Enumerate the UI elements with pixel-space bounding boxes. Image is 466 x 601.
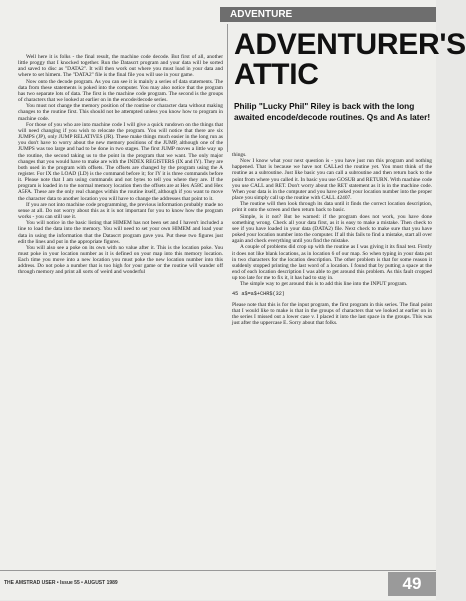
footer-publication-line: THE AMSTRAD USER • Issue 55 • AUGUST 1989: [4, 580, 118, 586]
body-paragraph: Please note that this is for the input program, the first program in this series. The final point that I would like to make is that in the groups of characters that we looked at earlier on in the series I missed out a lower case v. I placed it into the last space in the groups. This was just after the uppercase E. Sorry about that folks.: [232, 301, 432, 327]
page-number-box: 49: [388, 572, 436, 596]
column-divider: [227, 24, 228, 152]
body-paragraph: The simple way to get around this is to add this line into the INPUT program.: [240, 281, 408, 288]
body-paragraph: Now I know what your next question is - you have just run this program and nothing happened. That is because we have not CALLed the routine yet. You must think of the routine as a subroutine. Just like basic you can call a subroutine and then return back to the point from where you called it. In basic you use GOSUB and RETURN. With machine code you use CALL and RET. Don't worry about the RET statement as it is in the machine code. When your data is in the computer and you have poked your location number into the proper place you simply call up the routine with CALL 42407.: [232, 158, 432, 202]
body-paragraph: You will also see a poke on its own with no value after it. This is the location poke. You must poke in your location number as it is defined on your map into this memory location. Each time you move into a new location you must poke the new location number into this address. Do not poke a number that is too high for your game or the routine will wander off through memory and print all sorts of weird and wonderful: [18, 244, 223, 276]
body-paragraph: If you are not into machine code programming, the previous information probably made no sense at all. Do not worry about this as it is not important for you to know how the program works - you can still use it.: [18, 201, 224, 221]
body-paragraph: You must not change the memory position of the routine or character data without making changes to the routine first. This should not be attempted unless you know how to program in machine code.: [18, 103, 223, 122]
article-headline: [234, 28, 466, 91]
code-listing-line: 45 a$=a$+CHR$(32): [232, 291, 285, 298]
headline-line-1: ADVENTURER'S: [234, 28, 466, 61]
body-paragraph: For those of you who are into machine code I will give a quick rundown on the things that will need changing if you wish to relocate the program. You will notice that there are six JUMPS (JP), only JUMP RELATIVES (JR). These make things much easier in the long run as you don't have to worry about the new memory positions of the JUMP, although one of the JUMPS was too large and had to be done in two stages. The first JUMP moves a little way up the routine, the second taking us to the point in the program that we want. The only major changes that you would have to make are with the INDEX REGISTERS (IX and IY). They are both used in the program with offsets. The offsets are changed by the program using the A register. For IX the LOAD (LD) is the command before it; for IY it is three commands before it. Please note that I am using commands and not bytes to tell you where they are. If the program is loaded in to the normal memory location then the offsets are at Hex A58C and Hex A5FA. These are the only real changes within the routine itself, although if you want to move the character data to another location you will have to change the addresses that point to it.: [18, 121, 223, 202]
body-paragraph: Now onto the decode program. As you can see it is mainly a series of data statements. The data from these statements is poked into the computer. You may also notice that the program has two separate lots of data. The first is the machine code program. The second is the groups of characters that we looked at earlier on in the encode/decode series.: [18, 78, 223, 104]
body-paragraph: You will notice in the basic listing that HIMEM has not been set and I haven't included a line to load the data into the memory. You will need to set your own HIMEM and load your data in using the information that the Datascrt program gave you. Put these two figures just edit the lines and put in the appropriate figures.: [18, 220, 223, 245]
left-text-column: [18, 54, 223, 556]
section-tab: ADVENTURE: [220, 7, 436, 22]
body-paragraph: Simple, is it not? But be warned: if the program does not work, you have done something wrong. Check all your data first, as it is easy to make a mistake. Then check to see if you have loaded in your data (DATA2) file. Next check to make sure that you have poked your location number into the computer. If all this fails to find a mistake, start all over again and check everything until you find the mistake.: [232, 213, 432, 245]
body-paragraph: things.: [232, 152, 247, 158]
body-paragraph: The routine will then look through its data until it finds the correct location description, print it onto the screen and then return back to basic.: [232, 201, 432, 214]
body-paragraph: A couple of problems did crop up with the routine as I was giving it its final test. Firstly it does not like blank locations, as in location 6 of our map. So when typing in your data put in two characters for the location description. The other problem is that for some reason it suddenly stopped printing the last word of a location. I found that by putting a space at the end of each location description I was able to get around this problem. As this fault cropped up too late for me to fix it, it has had to stay in.: [232, 244, 432, 282]
right-text-column: [232, 152, 432, 556]
section-header-band: [0, 0, 436, 22]
article-standfirst: Philip "Lucky Phil" Riley is back with the long awaited encode/decode routines. Qs and As later!: [234, 101, 431, 122]
headline-line-2: ATTIC: [234, 58, 319, 91]
page-footer: [0, 570, 436, 601]
body-paragraph: Well here it is folks - the final result, the machine code decode. But first of all, another little proggy that I knocked together. Run the Datascrt program and your data will be sorted and saved to disc as "DATA2". It will then work out where you must load in your data and where to set himem. The "DATA2" file is the final file you will use in your game.: [18, 54, 223, 79]
